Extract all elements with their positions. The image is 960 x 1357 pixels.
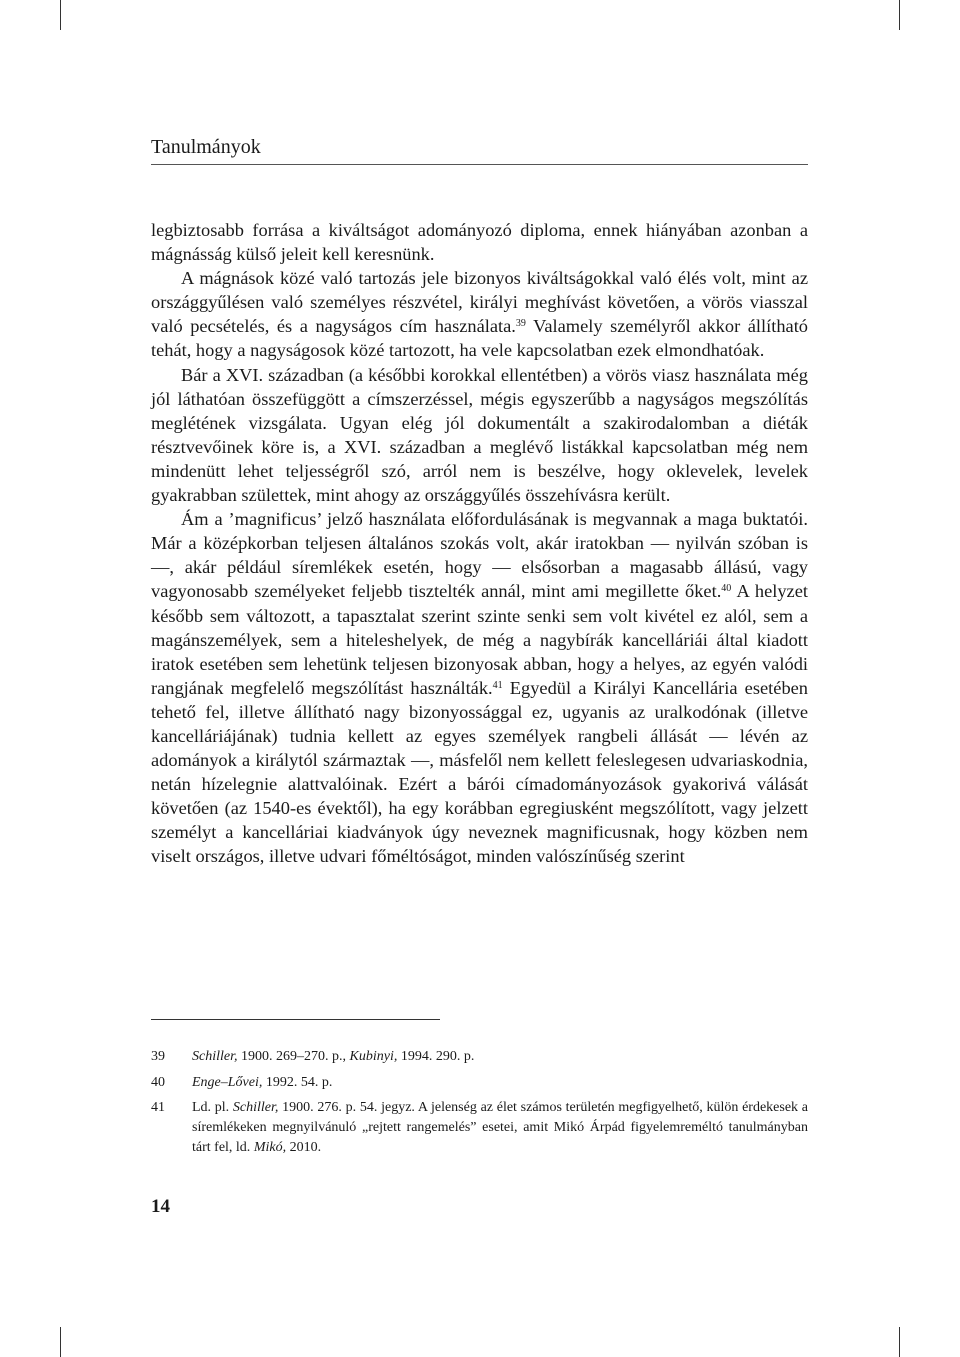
footnote — [151, 1073, 808, 1093]
crop-mark — [899, 1327, 900, 1357]
footnote-text-part: 1992. 54. p. — [262, 1075, 333, 1090]
page-number: 14 — [151, 1196, 170, 1217]
footnote — [151, 1047, 808, 1067]
author-name: Kubinyi, — [349, 1049, 398, 1064]
footnote-text-part: 1994. 290. p. — [397, 1049, 475, 1064]
footnote-text — [192, 1047, 808, 1067]
paragraph-text: legbiztosabb forrása a kiváltságot adományozó diploma, ennek hiányában azonban a mágnásság külső jeleit kell keresnünk. — [151, 220, 808, 265]
footnote-number: 41 — [151, 1100, 165, 1115]
crop-mark — [899, 0, 900, 30]
paragraph-text: A helyzet később sem változott, a tapasztalat szerint szinte senki sem volt kivétel ez alól, sem a magánszemélyek, sem a hiteleshelyek, de még a nagybírák kancelláriái által kiadott iratok esetében sem lehetünk teljesen bizonyosak abban, hogy a helyes, az egyén valódi rangjának megfelelő megszólítást használták. — [151, 581, 808, 698]
footnote-divider — [151, 1019, 440, 1020]
footnote-number: 39 — [151, 1049, 165, 1064]
footnote-text-part: Ld. pl. — [192, 1100, 233, 1115]
footnote-text — [192, 1098, 808, 1158]
footnote-ref: 39 — [515, 318, 526, 330]
crop-mark — [60, 1327, 61, 1357]
author-name: Schiller, — [232, 1100, 279, 1115]
header-divider — [151, 164, 808, 165]
footnote-text-part: 1900. 276. p. 54. jegyz. A jelenség az élet számos területén megfigyelhető, külön érdekesek a síremlékeken megnyilvánuló „rejtett rangemelés” esetei, amit Mikó Árpád figyelemreméltó tanulmányban tárt fel, ld. — [192, 1100, 808, 1155]
crop-mark — [60, 0, 61, 30]
footnote-text — [192, 1073, 808, 1093]
paragraph — [151, 266, 808, 362]
body-text — [151, 218, 808, 869]
footnote — [151, 1098, 808, 1158]
paragraph-text: Egyedül a Királyi Kancellária esetében tehető fel, illetve állítható nagy bizonyossággal ez, ugyanis az uralkodónak (illetve kancelláriájának) tudnia kellett az egyes személyek rangbeli állását — lévén az adományok a királytól származtak —, másfelől nem kellett feleslegesen udvariaskodnia, netán hízelegnie alattvalóinak. Ezért a bárói címadományozások gyakorivá válását követően (az 1540-es évektől), ha egy korábban egregiusként megszólított, vagy jelzett személyt a kancelláriai kiadványok úgy neveznek magnificusnak, hogy közben nem viselt országos, illetve udvari főméltóságot, minden valószínűség szerint — [151, 677, 808, 867]
author-name: Schiller, — [192, 1049, 238, 1064]
paragraph — [151, 218, 808, 266]
footnote-ref: 40 — [721, 583, 732, 595]
author-name: Mikó, — [253, 1140, 287, 1155]
paragraph-text: Ám a ’magnificus’ jelző használata előfordulásának is megvannak a maga buktatói. Már a középkorban teljesen általános szokás volt, akár iratokban — nyilván szóban is —, akár például síremlékek esetén, hogy — elsősorban a magasabb állású, vagy vagyonosabb személyeket feljebb tisztelték annál, mint ami megillette őket. — [151, 509, 808, 602]
footnote-number: 40 — [151, 1075, 165, 1090]
paragraph-text: Bár a XVI. században (a későbbi korokkal ellentétben) a vörös viasz használata még jól láthatóan összefüggött a címszerzéssel, mégis egyszerűbb a nagyságos megszólítás meglétének vizsgálata. Ugyan elég jól dokumentált a szakirodalomban a diéták résztvevőinek köre is, a XVI. században a meglévő listákkal kapcsolatban még nem mindenütt lehet teljességről szó, arról nem is beszélve, hogy oklevelek, levelek gyakrabban születtek, mint ahogy az országgyűlés összehívásra került. — [151, 364, 808, 506]
paragraph — [151, 507, 808, 868]
paragraph — [151, 363, 808, 508]
footnote-text-part: 1900. 269–270. p., — [237, 1049, 350, 1064]
author-name: Enge–Lővei, — [192, 1075, 263, 1090]
paragraph-text: Valamely személyről akkor állítható tehát, hogy a nagyságosok közé tartozott, ha vele kapcsolatban ezek elmondhatóak. — [151, 316, 809, 361]
section-header: Tanulmányok — [151, 136, 261, 158]
footnote-text-part: 2010. — [286, 1140, 322, 1155]
paragraph-text: A mágnások közé való tartozás jele bizonyos kiváltságokkal való élés volt, mint az országgyűlésen való személyes részvétel, királyi meghívást követően, a vörös viasszal való pecsételés, és a nagyságos cím használata. — [151, 268, 808, 337]
footnote-ref: 41 — [492, 679, 503, 691]
